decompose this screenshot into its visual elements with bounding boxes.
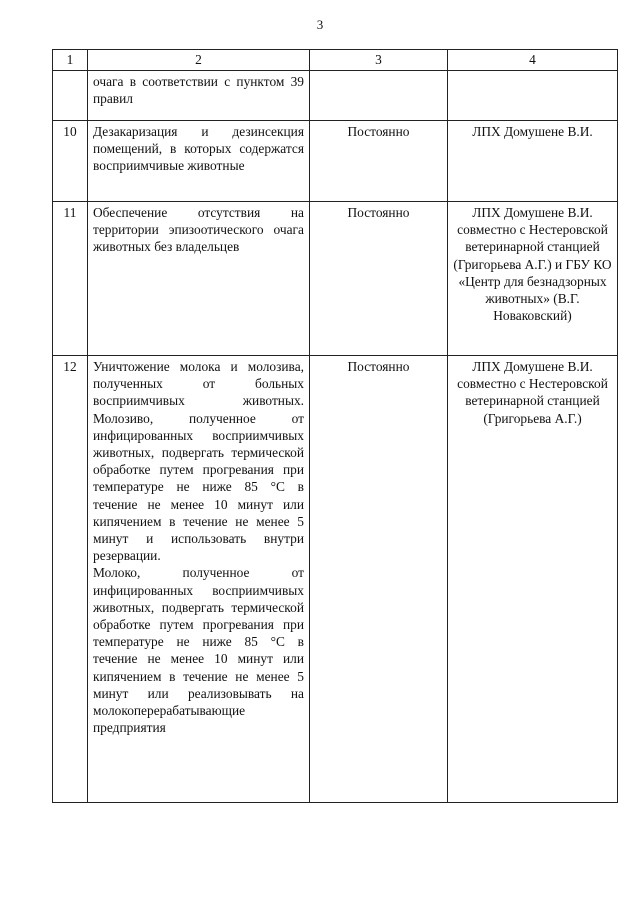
column-header: 4 [448,50,618,71]
row-number: 10 [53,121,88,202]
row-number: 12 [53,356,88,803]
measures-table [52,49,618,803]
table-row [53,121,618,202]
row-responsible: ЛПХ Домушене В.И. совместно с Нестеровской ветеринарной станцией (Григорьева А.Г.) и ГБУ КО «Центр для безнадзорных животных» (В.Г. Новаковский) [448,202,618,356]
row-term [310,71,448,121]
action-paragraph-colostrum: Уничтожение молока и молозива, полученных от больных восприимчивых животных. Молозиво, полученное от инфицированных восприимчивых животных, подвергать термической обработке путем прогревания при температуре не ниже 85 °С в течение не менее 10 минут или кипячением в течение не менее 5 минут и использовать внутри резервации. [93,359,304,564]
row-number [53,71,88,121]
column-header: 1 [53,50,88,71]
row-action: очага в соответствии с пунктом 39 правил [88,71,310,121]
column-header: 2 [88,50,310,71]
table-row [53,202,618,356]
table-header-row [53,50,618,71]
row-action: Обеспечение отсутствия на территории эпизоотического очага животных без владельцев [88,202,310,356]
row-term: Постоянно [310,356,448,803]
row-responsible: ЛПХ Домушене В.И. [448,121,618,202]
row-term: Постоянно [310,121,448,202]
row-responsible: ЛПХ Домушене В.И. совместно с Нестеровской ветеринарной станцией (Григорьева А.Г.) [448,356,618,803]
row-term: Постоянно [310,202,448,356]
row-action [88,356,310,803]
table-row [53,71,618,121]
table-row [53,356,618,803]
row-number: 11 [53,202,88,356]
action-paragraph-milk: Молоко, полученное от инфицированных восприимчивых животных, подвергать термической обработке путем прогревания при температуре не ниже 85 °С в течение не менее 10 минут или кипячением в течение не менее 5 минут или реализовывать на молокоперерабатывающие предприятия [93,565,304,736]
page-number: 3 [316,17,324,32]
row-action: Дезакаризация и дезинсекция помещений, в которых содержатся восприимчивые животные [88,121,310,202]
column-header: 3 [310,50,448,71]
row-responsible [448,71,618,121]
